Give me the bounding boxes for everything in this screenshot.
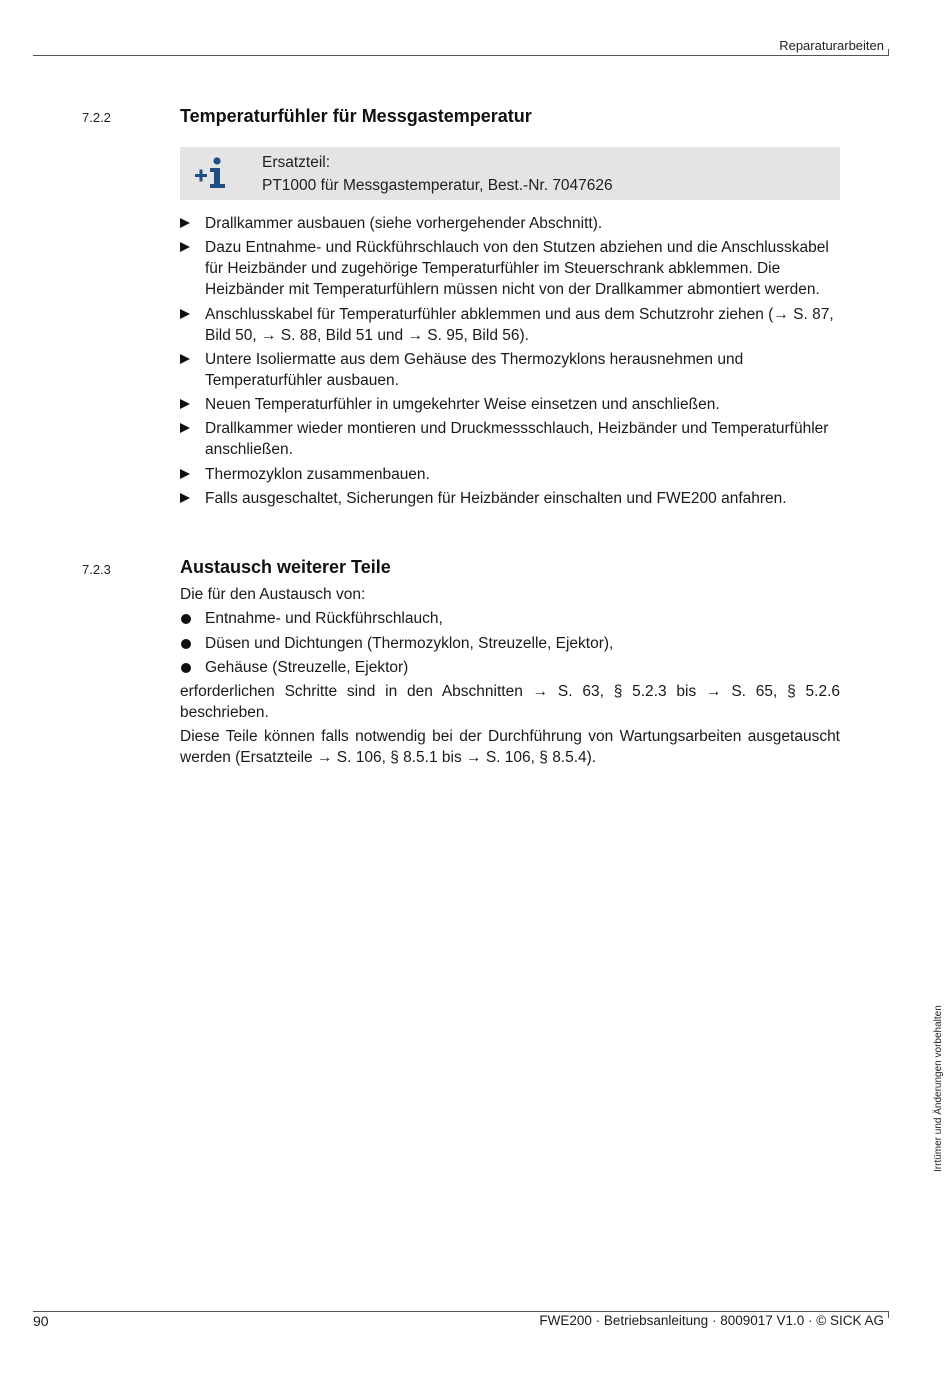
round-bullet-icon [181,639,191,649]
triangle-bullet-icon [180,218,190,228]
procedure-step: Drallkammer ausbauen (siehe vorhergehender Abschnitt). [180,213,840,234]
list-item: Gehäuse (Streuzelle, Ejektor) [180,657,840,678]
header-rule [33,55,889,56]
parts-list [180,608,840,678]
procedure-step: Untere Isoliermatte aus dem Gehäuse des Thermozyklons herausnehmen und Temperaturfühler ausbauen. [180,349,840,391]
procedure-step: Neuen Temperaturfühler in umgekehrter Weise einsetzen und anschließen. [180,394,840,415]
spare-part-text [262,151,613,197]
procedure-step: Falls ausgeschaltet, Sicherungen für Heizbänder einschalten und FWE200 anfahren. [180,488,840,509]
spare-part-info-box [180,147,840,200]
section-title: Austausch weiterer Teile [180,557,391,577]
footer-rule-tick [888,1311,889,1318]
plus-info-icon [194,157,230,191]
procedure-step: Dazu Entnahme- und Rückführschlauch von den Stutzen abziehen und die Anschlusskabel für Heizbänder und zugehörige Temperaturfühler im Steuerschrank abklemmen. Die Heizbänder mit Temperaturfühlern müssen nicht von der Drallkammer abmontiert werden. [180,237,840,300]
triangle-bullet-icon [180,242,190,252]
header-rule-tick [888,49,889,56]
triangle-bullet-icon [180,469,190,479]
round-bullet-icon [181,614,191,624]
procedure-step: Anschlusskabel für Temperaturfühler abklemmen und aus dem Schutzrohr ziehen (→ S. 87, Bild 50, → S. 88, Bild 51 und → S. 95, Bild 56). [180,304,840,346]
procedure-step: Thermozyklon zusammenbauen. [180,464,840,485]
reference-paragraph: erforderlichen Schritte sind in den Abschnitten → S. 63, § 5.2.3 bis → S. 65, § 5.2.6 beschrieben. [180,683,840,722]
header-chapter-title: Reparaturarbeiten [779,38,884,53]
section-number: 7.2.2 [82,110,111,125]
triangle-bullet-icon [180,423,190,433]
triangle-bullet-icon [180,493,190,503]
footer-document-info: FWE200 · Betriebsanleitung · 8009017 V1.0 · © SICK AG [539,1313,884,1328]
intro-text: Die für den Austausch von: [180,586,366,603]
section-number: 7.2.3 [82,562,111,577]
page-number: 90 [33,1313,49,1329]
procedure-steps [180,213,840,512]
spare-part-description: PT1000 für Messgastemperatur, Best.-Nr. 7047626 [262,177,613,194]
list-item: Entnahme- und Rückführschlauch, [180,608,840,629]
spare-part-label: Ersatzteil: [262,154,331,171]
procedure-step: Drallkammer wieder montieren und Druckmessschlauch, Heizbänder und Temperaturfühler anschließen. [180,418,840,460]
triangle-bullet-icon [180,354,190,364]
list-item: Düsen und Dichtungen (Thermozyklon, Streuzelle, Ejektor), [180,633,840,654]
triangle-bullet-icon [180,399,190,409]
round-bullet-icon [181,663,191,673]
footer-rule [33,1311,889,1312]
disclaimer-side-note: Irrtümer und Änderungen vorbehalten [933,1005,944,1172]
section-body [180,584,840,772]
maintenance-paragraph: Diese Teile können falls notwendig bei der Durchführung von Wartungsarbeiten ausgetauscht werden (Ersatzteile → S. 106, § 8.5.1 bis → S. 106, § 8.5.4). [180,728,840,767]
triangle-bullet-icon [180,309,190,319]
section-title: Temperaturfühler für Messgastemperatur [180,106,532,126]
